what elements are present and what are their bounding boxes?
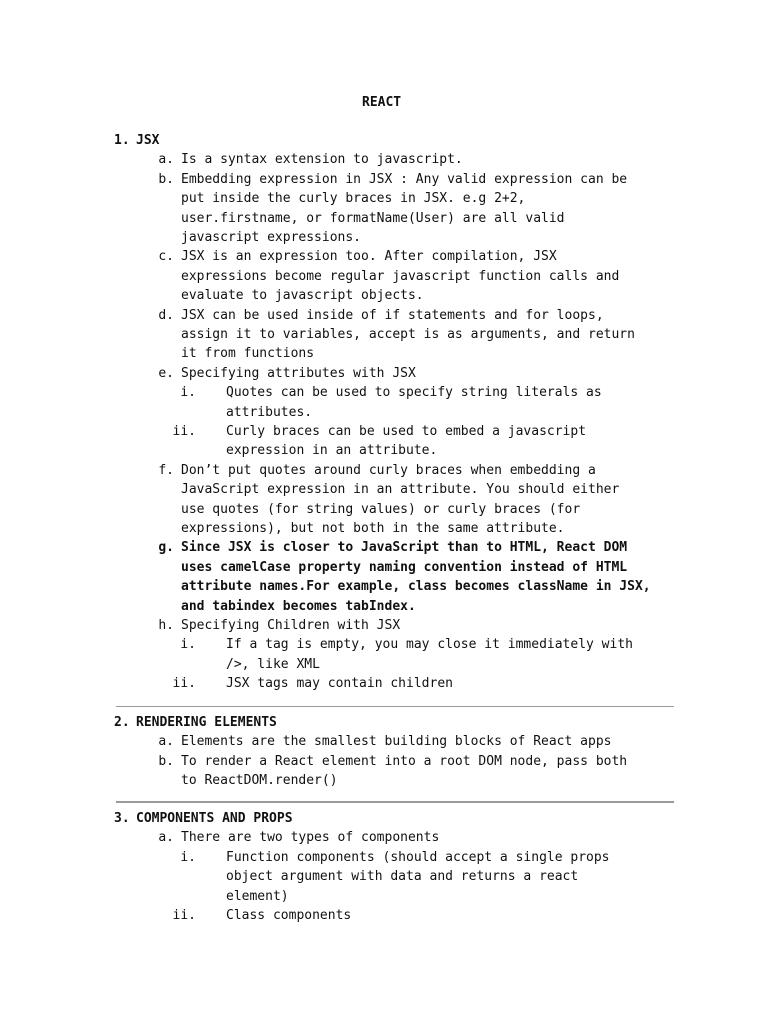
list-item-text: javascript expressions.	[181, 230, 362, 245]
list-marker: i.	[180, 849, 196, 865]
list-marker: b.	[158, 171, 174, 187]
list-item-text: JSX tags may contain children	[226, 676, 453, 692]
section-heading: COMPONENTS AND PROPS	[136, 811, 293, 826]
list-item-text: Function components (should accept a single props	[226, 849, 610, 865]
list-marker: i.	[180, 637, 196, 653]
list-item-text: expressions become regular javascript function calls and	[181, 268, 620, 284]
list-item-text: To render a React element into a root DOM node, pass both	[181, 753, 628, 769]
list-marker: a.	[158, 152, 174, 168]
list-marker: ii.	[172, 424, 196, 439]
section-number: 3.	[114, 811, 130, 826]
list-marker: a.	[158, 734, 174, 750]
list-item-text: user.firstname, or formatName(User) are all valid	[181, 210, 565, 226]
list-item-text: expression in an attribute.	[226, 443, 438, 459]
list-item-text: attributes.	[226, 404, 313, 420]
list-item-text: JSX can be used inside of if statements and for loops,	[181, 307, 604, 323]
list-item-text: assign it to variables, accept is as arguments, and return	[181, 327, 635, 342]
list-item-text: Quotes can be used to specify string literals as	[226, 385, 602, 401]
list-item-text: Elements are the smallest building blocks of React apps	[181, 734, 612, 750]
list-marker: i.	[180, 385, 196, 401]
section-number: 1.	[114, 133, 130, 148]
list-marker: d.	[158, 307, 174, 323]
list-item-text: JavaScript expression in an attribute. You should either	[181, 482, 620, 498]
section-number: 2.	[114, 715, 130, 730]
list-item-text: Curly braces can be used to embed a javascript	[226, 424, 587, 439]
list-marker: ii.	[172, 908, 196, 923]
list-item-text: and tabindex becomes tabIndex.	[181, 598, 416, 614]
list-item-text: element)	[226, 888, 289, 904]
section-divider	[116, 706, 674, 707]
list-marker: f.	[158, 462, 174, 478]
list-item-text: expressions), but not both in the same attribute.	[181, 521, 565, 536]
list-marker: b.	[158, 753, 174, 769]
doc-title: REACT	[362, 95, 402, 110]
list-marker: c.	[158, 249, 174, 265]
section-divider	[116, 801, 674, 803]
list-item-text: evaluate to javascript objects.	[181, 288, 424, 304]
list-marker: e.	[158, 365, 174, 381]
list-item-text: Specifying attributes with JSX	[181, 365, 416, 381]
list-item-text: Is a syntax extension to javascript.	[181, 152, 463, 168]
list-item-text: attribute names.For example, class becomes className in JSX,	[181, 579, 651, 595]
list-item-text: use quotes (for string values) or curly braces (for	[181, 501, 581, 517]
list-item-text: Class components	[226, 908, 352, 923]
list-item-text: If a tag is empty, you may close it immediately with	[226, 637, 633, 653]
list-item-text: put inside the curly braces in JSX. e.g 2+2,	[181, 191, 526, 207]
list-item-text: it from functions	[181, 346, 315, 362]
list-marker: ii.	[172, 676, 196, 692]
list-item-text: Since JSX is closer to JavaScript than to HTML, React DOM	[181, 540, 628, 556]
list-item-text: There are two types of components	[181, 830, 440, 846]
list-item-text: JSX is an expression too. After compilation, JSX	[181, 249, 557, 265]
list-item-text: object argument with data and returns a react	[226, 869, 579, 885]
list-item-text: to ReactDOM.render()	[181, 773, 338, 789]
list-marker: g.	[158, 540, 174, 556]
list-item-text: />, like XML	[226, 656, 320, 672]
list-marker: a.	[158, 830, 174, 846]
list-item-text: Specifying Children with JSX	[181, 618, 401, 633]
list-item-text: Don’t put quotes around curly braces when embedding a	[181, 462, 596, 478]
list-marker: h.	[158, 618, 174, 633]
section-heading: JSX	[136, 133, 160, 148]
list-item-text: Embedding expression in JSX : Any valid expression can be	[181, 171, 628, 187]
section-heading: RENDERING ELEMENTS	[136, 715, 277, 730]
list-item-text: uses camelCase property naming convention instead of HTML	[181, 559, 628, 575]
